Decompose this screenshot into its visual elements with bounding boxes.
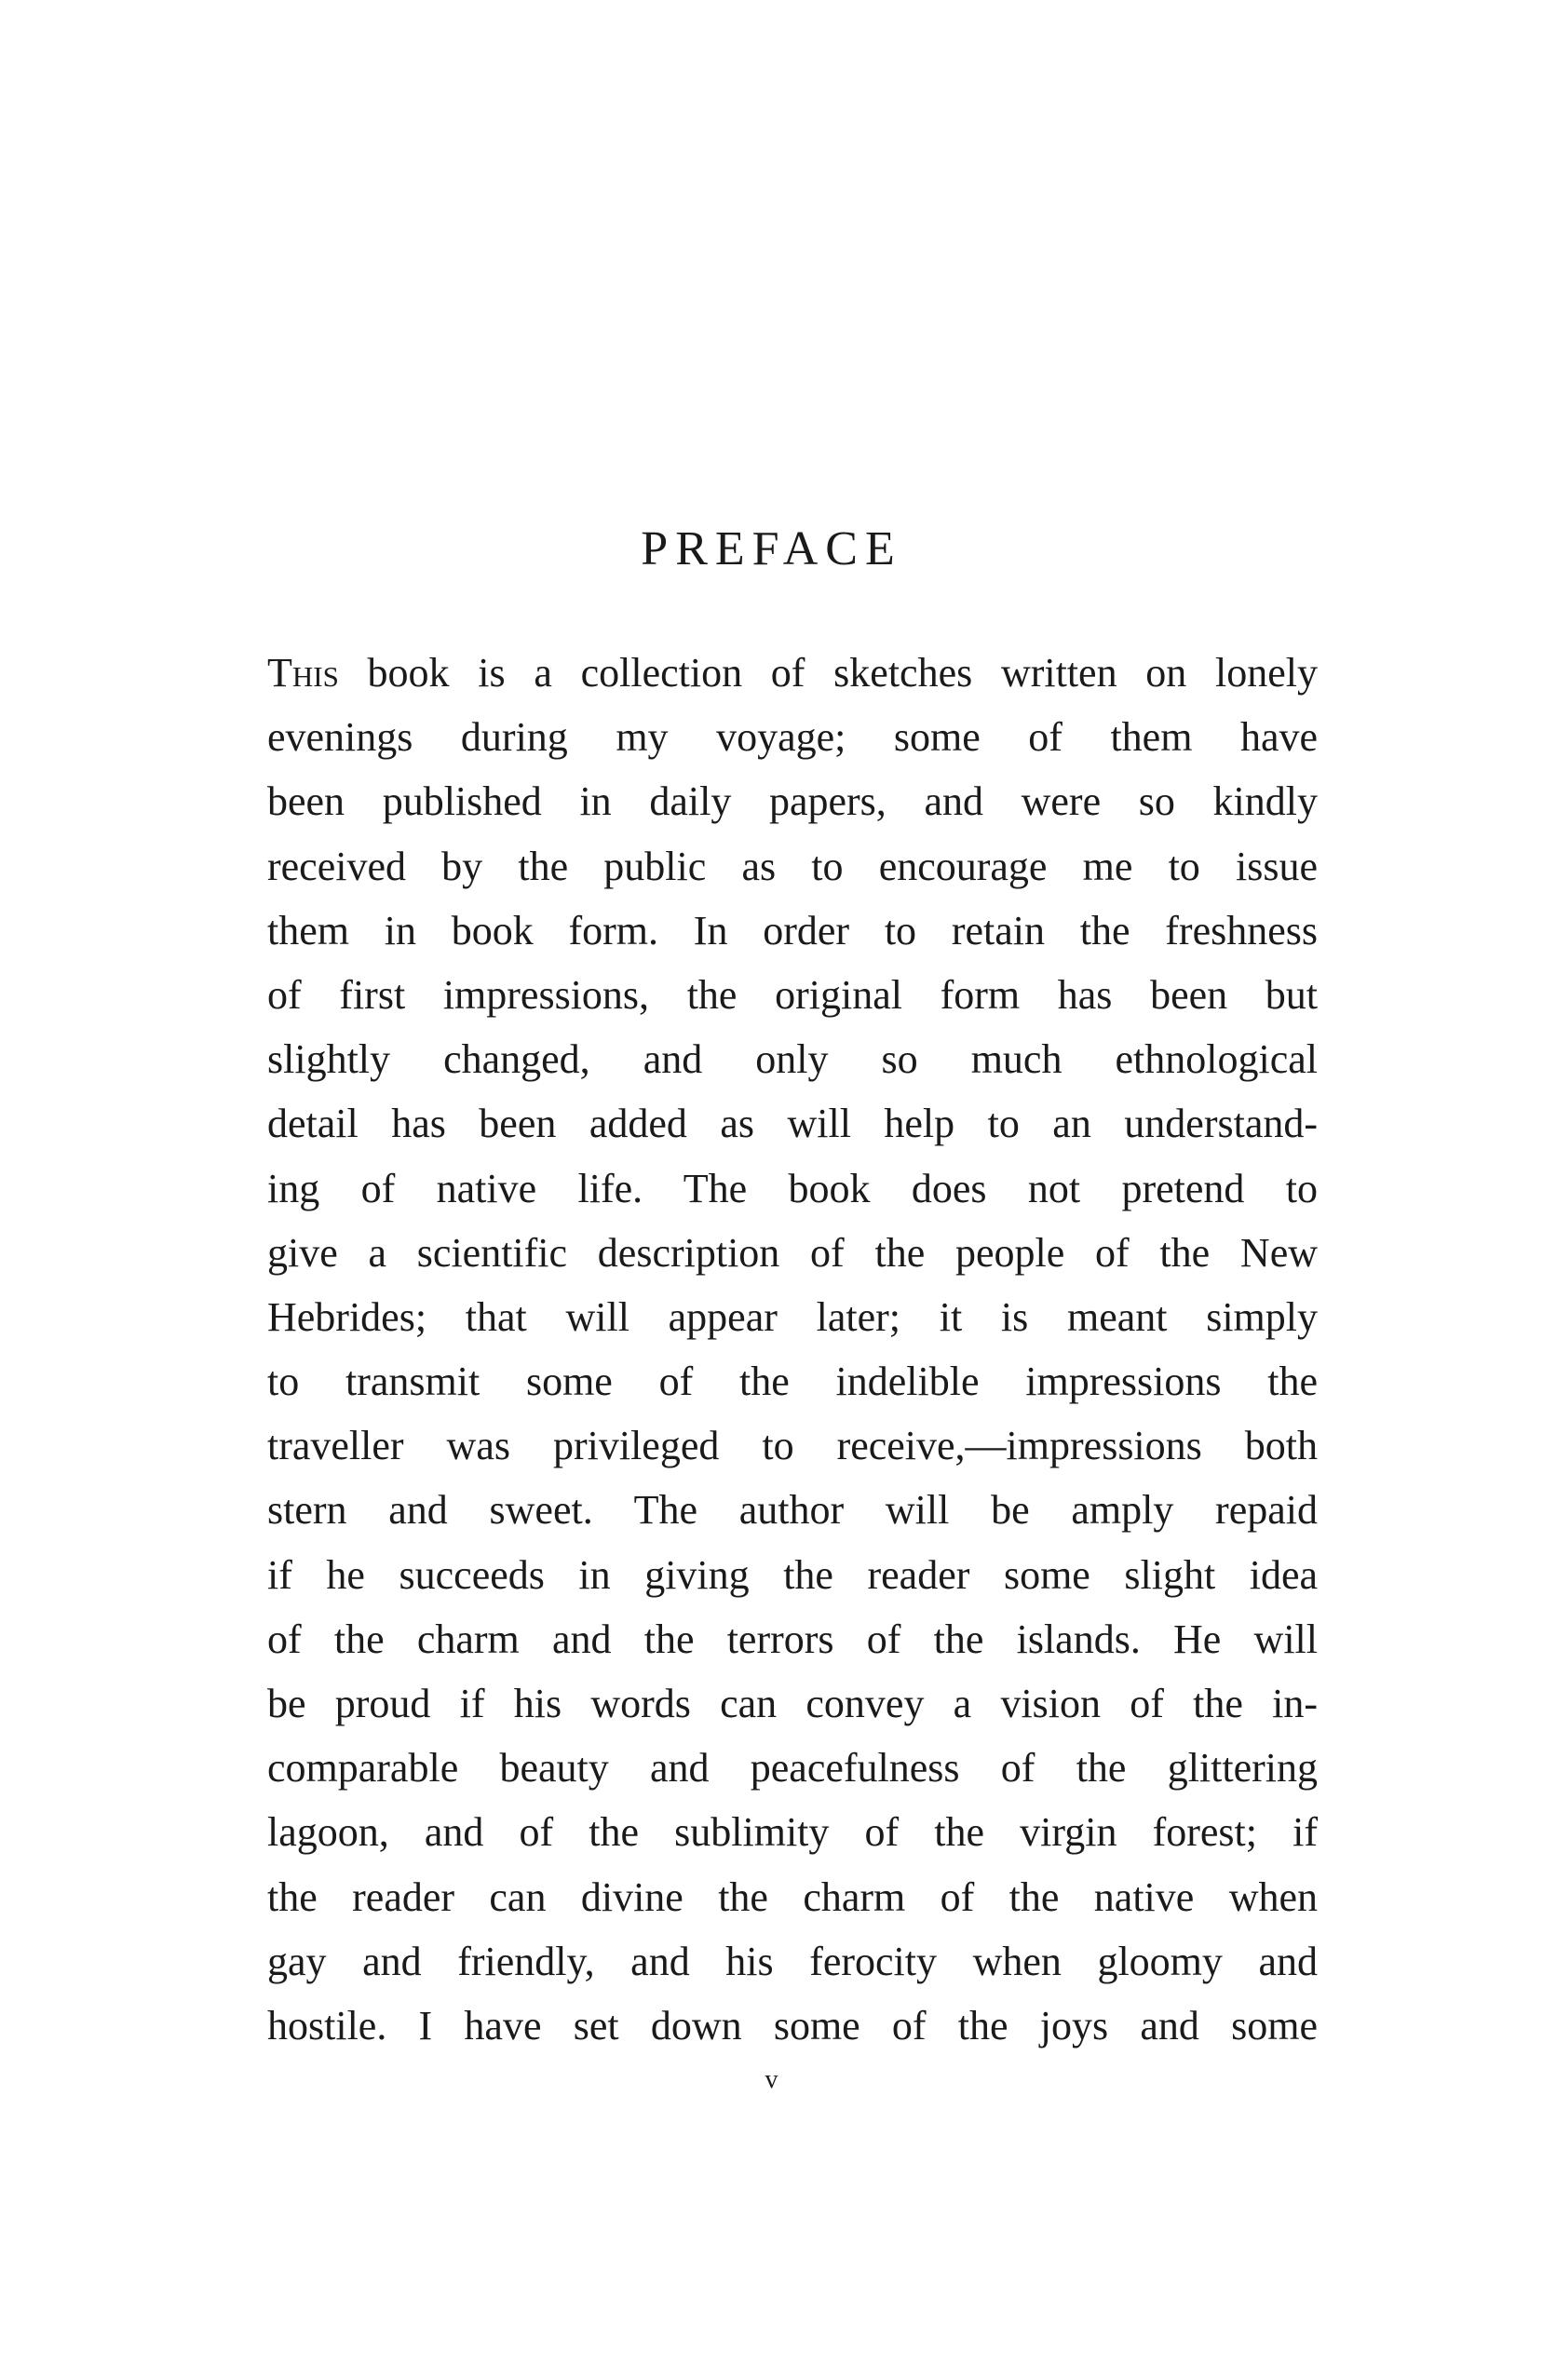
text-line: if he succeeds in giving the reader some slight idea <box>267 1551 1318 1598</box>
opening-word: This <box>267 650 339 696</box>
text-line: them in book form. In order to retain the freshness <box>267 907 1318 953</box>
text-line: detail has been added as will help to an understand- <box>267 1101 1318 1147</box>
text-line: of the charm and the terrors of the islands. He will <box>267 1616 1318 1662</box>
text-line: been published in daily papers, and were so kindly <box>267 778 1318 825</box>
page-number: v <box>765 2065 778 2094</box>
text-line: gay and friendly, and his ferocity when gloomy and <box>267 1938 1318 1984</box>
page-title: PREFACE <box>641 522 902 575</box>
text-line: hostile. I have set down some of the joys and some <box>267 2002 1318 2049</box>
text-line: give a scientific description of the people of the New <box>267 1229 1318 1276</box>
text-line: stern and sweet. The author will be amply repaid <box>267 1487 1318 1534</box>
text-line: comparable beauty and peacefulness of the glittering <box>267 1745 1318 1792</box>
text-line: lagoon, and of the sublimity of the virgin forest; if <box>267 1809 1318 1856</box>
preface-body <box>267 641 1318 2058</box>
text-line: the reader can divine the charm of the native when <box>267 1873 1318 1920</box>
text-line: of first impressions, the original form has been but <box>267 971 1318 1018</box>
text-line: slightly changed, and only so much ethnological <box>267 1036 1318 1083</box>
text-line: ing of native life. The book does not pretend to <box>267 1165 1318 1211</box>
text-line: traveller was privileged to receive,—impressions both <box>267 1423 1318 1469</box>
text-line-content: book is a collection of sketches written on lonely <box>338 650 1318 696</box>
text-line: Hebrides; that will appear later; it is meant simply <box>267 1293 1318 1340</box>
text-line: evenings during my voyage; some of them have <box>267 714 1318 761</box>
text-line: to transmit some of the indelible impressions the <box>267 1359 1318 1405</box>
text-line <box>267 641 1318 705</box>
text-line: received by the public as to encourage me to issue <box>267 843 1318 889</box>
text-line: be proud if his words can convey a vision of the in- <box>267 1681 1318 1726</box>
